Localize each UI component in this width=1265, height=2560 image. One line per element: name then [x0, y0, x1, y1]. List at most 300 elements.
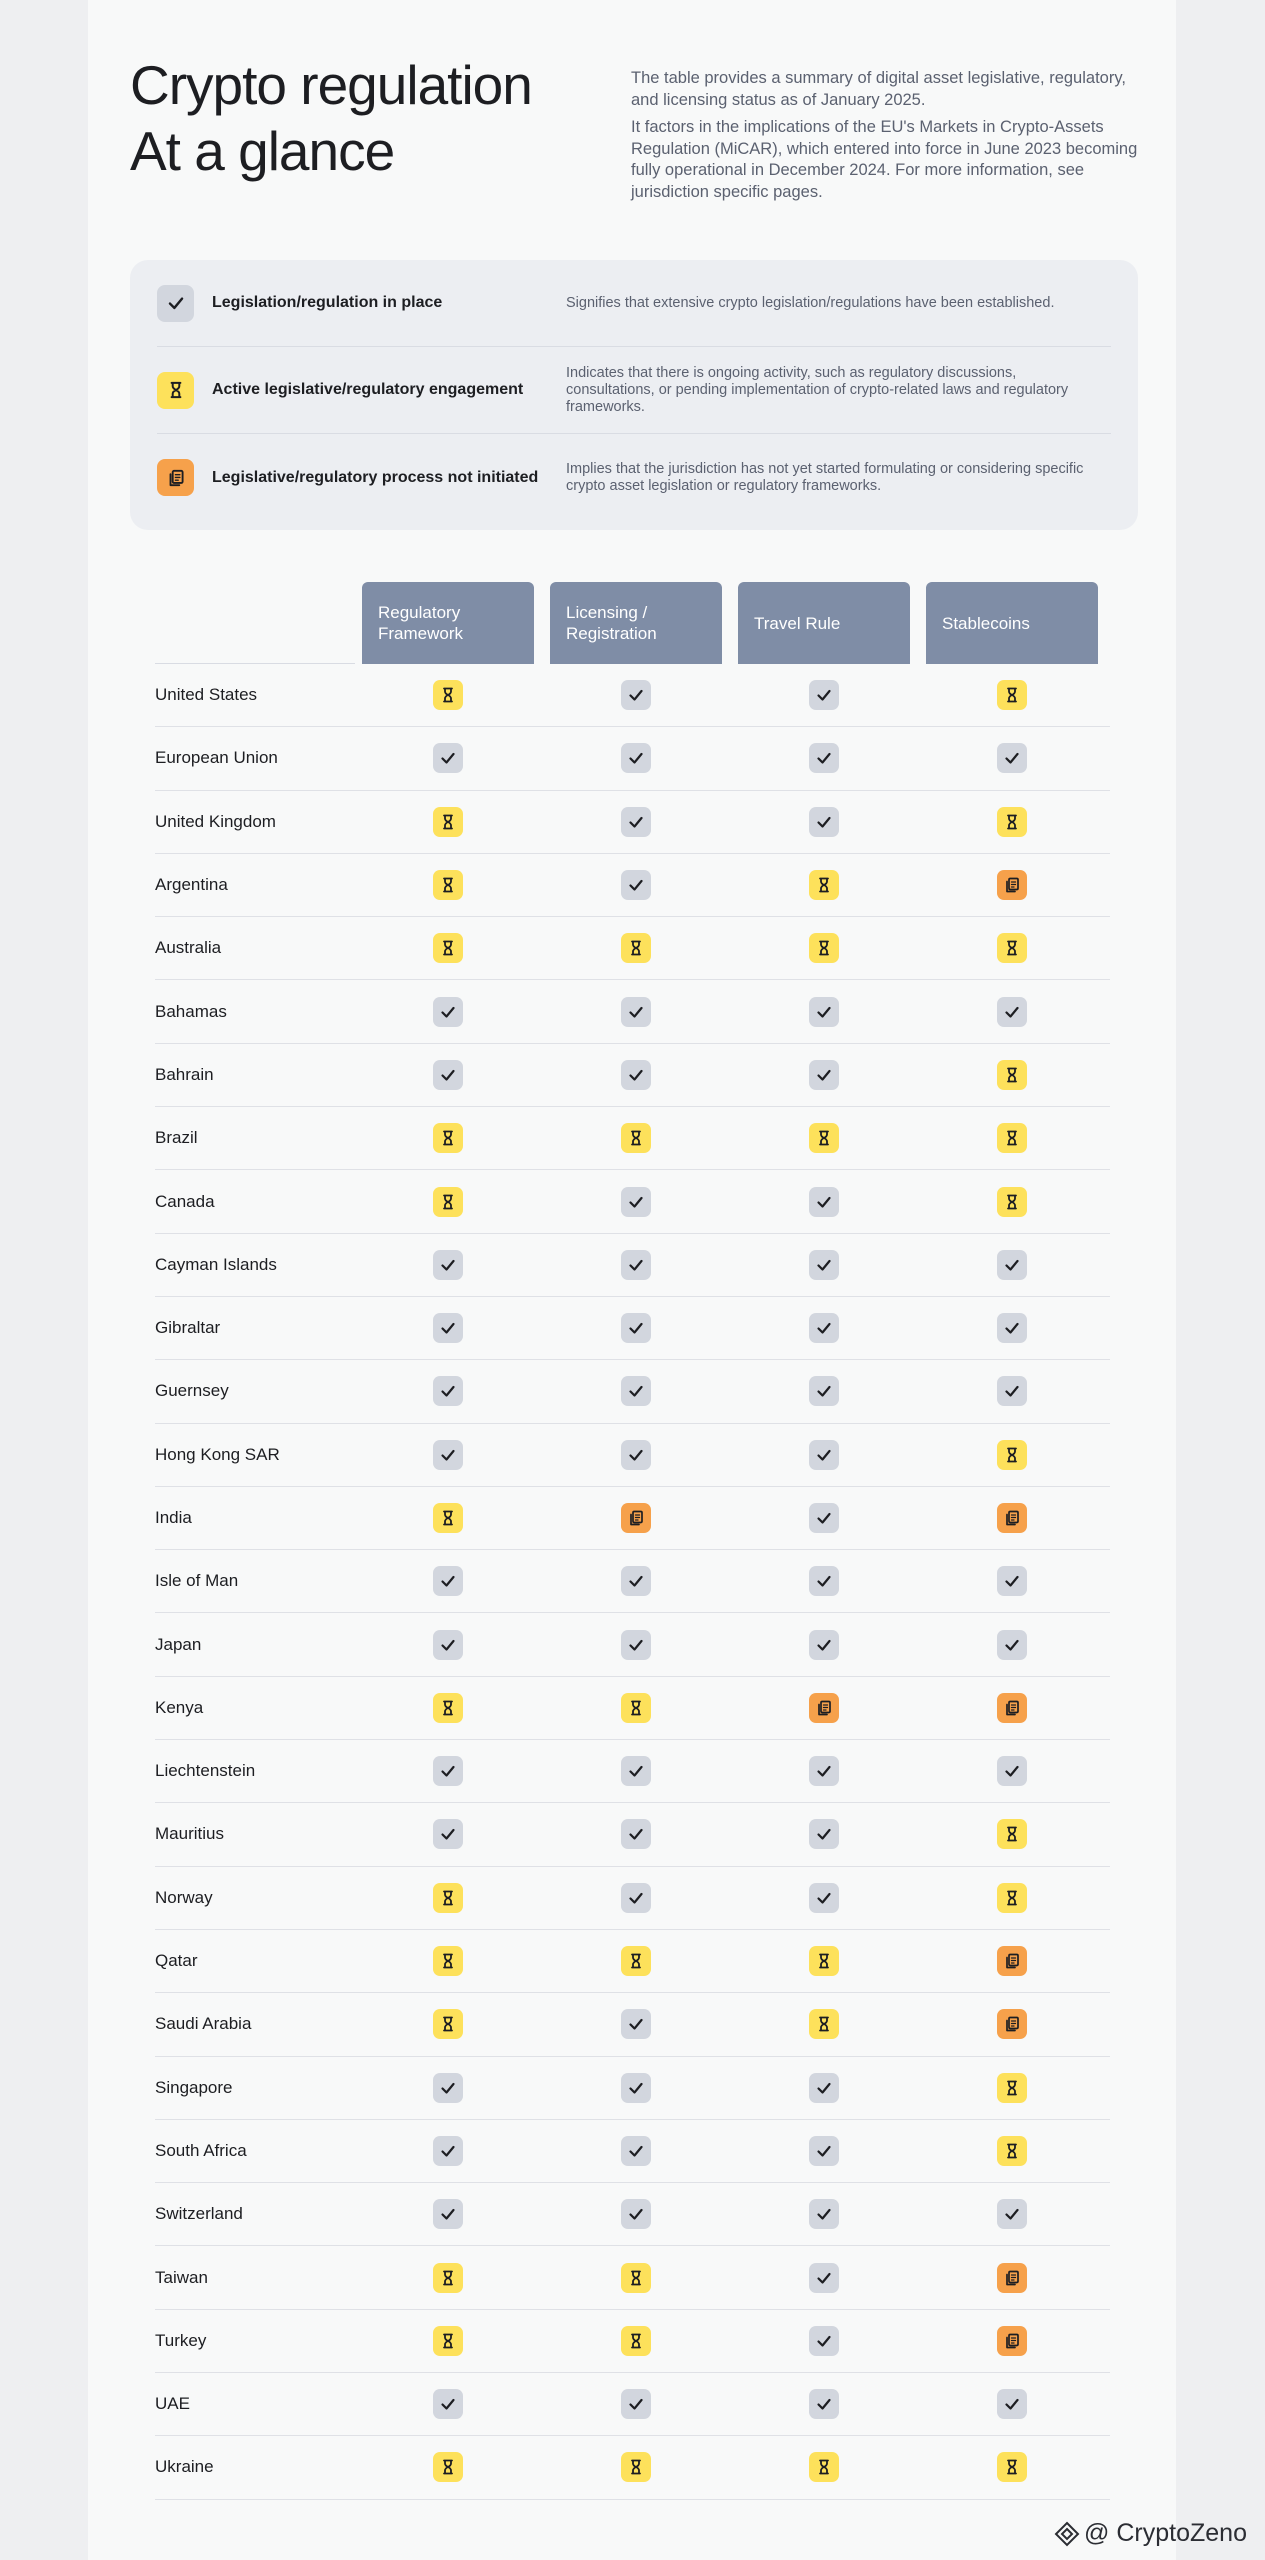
checkmark-icon — [809, 2073, 839, 2103]
hourglass-icon — [433, 2326, 463, 2356]
hourglass-icon — [433, 2452, 463, 2482]
status-cell — [926, 854, 1098, 916]
checkmark-icon — [997, 1313, 1027, 1343]
hourglass-icon — [621, 2326, 651, 2356]
status-cell — [362, 727, 534, 789]
table-row — [155, 727, 1110, 790]
documents-icon — [997, 870, 1027, 900]
page-title — [130, 52, 690, 184]
column-header: Travel Rule — [738, 582, 910, 664]
hourglass-icon — [997, 933, 1027, 963]
watermark-text: @ CryptoZeno — [1084, 2519, 1247, 2547]
checkmark-icon — [809, 1187, 839, 1217]
checkmark-icon — [809, 2263, 839, 2293]
status-cell — [362, 980, 534, 1042]
legend-description: Indicates that there is ongoing activity, such as regulatory discussions, consultations, or pending implementation of crypto-related laws and regulatory frameworks. — [566, 364, 1069, 415]
status-cell — [362, 1297, 534, 1359]
documents-icon — [997, 2326, 1027, 2356]
country-name: Saudi Arabia — [155, 2014, 252, 2034]
legend-label: Legislation/regulation in place — [212, 294, 443, 311]
checkmark-icon — [809, 807, 839, 837]
table-row — [155, 1107, 1110, 1170]
legend-description: Implies that the jurisdiction has not yet started formulating or considering specific crypto asset legislation or regulatory frameworks. — [566, 460, 1084, 494]
status-cell — [550, 2373, 722, 2435]
watermark — [1054, 2519, 1247, 2548]
checkmark-icon — [621, 2073, 651, 2103]
status-cell — [550, 1360, 722, 1422]
table-row — [155, 1360, 1110, 1423]
hourglass-icon — [997, 1819, 1027, 1849]
checkmark-icon — [433, 1313, 463, 1343]
checkmark-icon — [809, 2326, 839, 2356]
status-cell — [926, 1044, 1098, 1106]
status-cell — [362, 2057, 534, 2119]
hourglass-icon — [433, 807, 463, 837]
checkmark-icon — [433, 1819, 463, 1849]
status-cell — [926, 2310, 1098, 2372]
country-name: UAE — [155, 2394, 190, 2414]
status-cell — [362, 664, 534, 726]
status-cell — [550, 2183, 722, 2245]
status-cell — [550, 664, 722, 726]
table-row — [155, 2120, 1110, 2183]
checkmark-icon — [157, 285, 194, 322]
checkmark-icon — [809, 680, 839, 710]
status-cell — [550, 2436, 722, 2498]
checkmark-icon — [621, 870, 651, 900]
country-name: United Kingdom — [155, 811, 276, 831]
status-cell — [926, 1993, 1098, 2055]
table-row — [155, 980, 1110, 1043]
country-name: Liechtenstein — [155, 1761, 256, 1781]
table-row — [155, 2057, 1110, 2120]
checkmark-icon — [997, 2199, 1027, 2229]
checkmark-icon — [997, 1756, 1027, 1786]
checkmark-icon — [809, 1630, 839, 1660]
checkmark-icon — [433, 1376, 463, 1406]
country-name: Bahrain — [155, 1064, 214, 1084]
checkmark-icon — [809, 2199, 839, 2229]
hourglass-icon — [433, 1503, 463, 1533]
status-cell — [550, 1993, 722, 2055]
table-row — [155, 1170, 1110, 1233]
table-row — [155, 1550, 1110, 1613]
hourglass-icon — [621, 1693, 651, 1723]
checkmark-icon — [621, 2136, 651, 2166]
status-cell — [738, 1044, 910, 1106]
checkmark-icon — [809, 2389, 839, 2419]
status-cell — [738, 791, 910, 853]
status-cell — [926, 1424, 1098, 1486]
checkmark-icon — [433, 2136, 463, 2166]
checkmark-icon — [809, 1566, 839, 1596]
status-cell — [926, 2373, 1098, 2435]
checkmark-icon — [997, 1250, 1027, 1280]
status-cell — [362, 1867, 534, 1929]
status-cell — [738, 854, 910, 916]
status-cell — [926, 1487, 1098, 1549]
country-name: Taiwan — [155, 2267, 208, 2287]
documents-icon — [997, 2263, 1027, 2293]
hourglass-icon — [997, 2452, 1027, 2482]
country-name: Australia — [155, 938, 222, 958]
checkmark-icon — [621, 1376, 651, 1406]
legend-description: Signifies that extensive crypto legislation/regulations have been established. — [566, 294, 1055, 311]
status-cell — [926, 917, 1098, 979]
table-row — [155, 1930, 1110, 1993]
status-cell — [738, 1487, 910, 1549]
documents-icon — [621, 1503, 651, 1533]
documents-icon — [997, 2009, 1027, 2039]
hourglass-icon — [433, 2263, 463, 2293]
status-cell — [362, 1107, 534, 1169]
legend-item-none — [157, 434, 1111, 521]
status-cell — [926, 2436, 1098, 2498]
status-cell — [362, 791, 534, 853]
status-cell — [738, 727, 910, 789]
status-cell — [926, 1297, 1098, 1359]
checkmark-icon — [997, 1376, 1027, 1406]
table-row — [155, 1424, 1110, 1487]
status-cell — [362, 1170, 534, 1232]
country-name: Switzerland — [155, 2204, 243, 2224]
status-cell — [362, 2246, 534, 2308]
checkmark-icon — [621, 1187, 651, 1217]
status-cell — [926, 1803, 1098, 1865]
status-cell — [738, 1550, 910, 1612]
country-name: Qatar — [155, 1951, 198, 1971]
status-cell — [926, 2057, 1098, 2119]
status-cell — [362, 1803, 534, 1865]
status-cell — [738, 1234, 910, 1296]
status-cell — [362, 1613, 534, 1675]
status-cell — [362, 1930, 534, 1992]
checkmark-icon — [809, 743, 839, 773]
status-cell — [926, 664, 1098, 726]
status-cell — [738, 980, 910, 1042]
status-cell — [926, 1677, 1098, 1739]
table-row — [155, 664, 1110, 727]
country-name: Turkey — [155, 2330, 207, 2350]
status-cell — [926, 1170, 1098, 1232]
status-cell — [738, 1107, 910, 1169]
status-cell — [550, 1487, 722, 1549]
status-cell — [550, 980, 722, 1042]
status-cell — [362, 2436, 534, 2498]
table-row — [155, 1993, 1110, 2056]
status-cell — [550, 1424, 722, 1486]
checkmark-icon — [621, 743, 651, 773]
checkmark-icon — [997, 1566, 1027, 1596]
country-name: Canada — [155, 1191, 215, 1211]
status-cell — [926, 1867, 1098, 1929]
status-cell — [926, 1613, 1098, 1675]
status-cell — [362, 2183, 534, 2245]
status-cell — [550, 2120, 722, 2182]
legend-item-check — [157, 260, 1111, 347]
status-cell — [738, 1360, 910, 1422]
country-name: Isle of Man — [155, 1571, 239, 1591]
status-cell — [926, 1930, 1098, 1992]
status-cell — [362, 1993, 534, 2055]
status-cell — [738, 1677, 910, 1739]
checkmark-icon — [809, 1440, 839, 1470]
hourglass-icon — [433, 933, 463, 963]
country-name: European Union — [155, 748, 278, 768]
intro-text — [631, 68, 1151, 203]
checkmark-icon — [997, 997, 1027, 1027]
intro-paragraph-2: It factors in the implications of the EU's Markets in Crypto-Assets Regulation (MiCAR), which entered into force in June 2023 becoming fully operational in December 2024. For more information, see jurisdiction specific pages. — [631, 118, 1138, 201]
table-row — [155, 2246, 1110, 2309]
status-cell — [362, 1677, 534, 1739]
status-cell — [738, 2246, 910, 2308]
checkmark-icon — [997, 2389, 1027, 2419]
hourglass-icon — [621, 2263, 651, 2293]
documents-icon — [997, 1693, 1027, 1723]
status-cell — [738, 2120, 910, 2182]
checkmark-icon — [621, 1819, 651, 1849]
status-cell — [550, 1677, 722, 1739]
hourglass-icon — [157, 372, 194, 409]
checkmark-icon — [621, 680, 651, 710]
table-row — [155, 2373, 1110, 2436]
hourglass-icon — [997, 807, 1027, 837]
hourglass-icon — [997, 680, 1027, 710]
status-cell — [550, 1107, 722, 1169]
checkmark-icon — [621, 1566, 651, 1596]
checkmark-icon — [809, 1313, 839, 1343]
checkmark-icon — [433, 1250, 463, 1280]
checkmark-icon — [997, 1630, 1027, 1660]
hourglass-icon — [433, 1693, 463, 1723]
hourglass-icon — [621, 933, 651, 963]
status-cell — [738, 1930, 910, 1992]
hourglass-icon — [433, 1946, 463, 1976]
status-cell — [550, 727, 722, 789]
status-cell — [550, 1930, 722, 1992]
country-name: Argentina — [155, 875, 228, 895]
hourglass-icon — [433, 1883, 463, 1913]
table-row — [155, 1297, 1110, 1360]
hourglass-icon — [997, 1187, 1027, 1217]
table-row — [155, 1740, 1110, 1803]
status-cell — [550, 2310, 722, 2372]
hourglass-icon — [997, 1440, 1027, 1470]
status-cell — [550, 1044, 722, 1106]
status-cell — [738, 1740, 910, 1802]
status-cell — [362, 2120, 534, 2182]
status-cell — [550, 1803, 722, 1865]
country-name: Singapore — [155, 2077, 233, 2097]
checkmark-icon — [433, 1566, 463, 1596]
country-name: Brazil — [155, 1128, 198, 1148]
status-cell — [926, 1107, 1098, 1169]
status-cell — [738, 917, 910, 979]
status-cell — [738, 1867, 910, 1929]
table-row — [155, 791, 1110, 854]
table-row — [155, 1867, 1110, 1930]
hourglass-icon — [621, 1123, 651, 1153]
country-name: India — [155, 1508, 192, 1527]
hourglass-icon — [997, 2136, 1027, 2166]
checkmark-icon — [621, 2009, 651, 2039]
table-row — [155, 1613, 1110, 1676]
checkmark-icon — [621, 1060, 651, 1090]
country-name: Hong Kong SAR — [155, 1444, 280, 1464]
cryptozeno-logo-icon — [1054, 2521, 1080, 2547]
checkmark-icon — [809, 2136, 839, 2166]
status-cell — [362, 1550, 534, 1612]
intro-paragraph-1: The table provides a summary of digital asset legislative, regulatory, and licensing status as of January 2025. — [631, 69, 1126, 109]
status-cell — [926, 1740, 1098, 1802]
country-name: Mauritius — [155, 1824, 224, 1844]
checkmark-icon — [809, 1250, 839, 1280]
country-name: Gibraltar — [155, 1318, 221, 1338]
checkmark-icon — [621, 997, 651, 1027]
checkmark-icon — [809, 1883, 839, 1913]
status-cell — [738, 2373, 910, 2435]
hourglass-icon — [433, 870, 463, 900]
country-name: Kenya — [155, 1697, 204, 1717]
country-name: Bahamas — [155, 1001, 227, 1021]
status-cell — [362, 2310, 534, 2372]
status-cell — [926, 980, 1098, 1042]
checkmark-icon — [809, 1503, 839, 1533]
table-row — [155, 1234, 1110, 1297]
checkmark-icon — [621, 807, 651, 837]
hourglass-icon — [433, 1187, 463, 1217]
table-row — [155, 1803, 1110, 1866]
checkmark-icon — [433, 1630, 463, 1660]
hourglass-icon — [809, 933, 839, 963]
status-cell — [738, 1613, 910, 1675]
status-cell — [362, 854, 534, 916]
status-cell — [362, 2373, 534, 2435]
status-cell — [550, 917, 722, 979]
hourglass-icon — [997, 1123, 1027, 1153]
country-name: Cayman Islands — [155, 1254, 277, 1274]
status-cell — [550, 791, 722, 853]
status-cell — [550, 1613, 722, 1675]
checkmark-icon — [433, 743, 463, 773]
table-row — [155, 2183, 1110, 2246]
status-cell — [738, 1297, 910, 1359]
checkmark-icon — [433, 2389, 463, 2419]
hourglass-icon — [997, 1060, 1027, 1090]
status-cell — [738, 1803, 910, 1865]
status-cell — [362, 1360, 534, 1422]
hourglass-icon — [621, 2452, 651, 2482]
checkmark-icon — [621, 1756, 651, 1786]
column-header: Regulatory Framework — [362, 582, 534, 664]
status-cell — [926, 1550, 1098, 1612]
status-cell — [738, 2057, 910, 2119]
status-cell — [550, 854, 722, 916]
status-cell — [362, 1044, 534, 1106]
status-cell — [738, 1170, 910, 1232]
table-row — [155, 917, 1110, 980]
status-cell — [926, 2246, 1098, 2308]
hourglass-icon — [809, 2452, 839, 2482]
documents-icon — [809, 1693, 839, 1723]
checkmark-icon — [621, 1250, 651, 1280]
country-name: United States — [155, 685, 258, 705]
column-header: Stablecoins — [926, 582, 1098, 664]
legend-label: Active legislative/regulatory engagement — [212, 381, 524, 398]
checkmark-icon — [433, 1756, 463, 1786]
hourglass-icon — [809, 2009, 839, 2039]
status-cell — [362, 1740, 534, 1802]
status-cell — [926, 2120, 1098, 2182]
checkmark-icon — [809, 1060, 839, 1090]
checkmark-icon — [621, 1313, 651, 1343]
country-name: Guernsey — [155, 1381, 229, 1401]
documents-icon — [997, 1946, 1027, 1976]
hourglass-icon — [997, 1883, 1027, 1913]
hourglass-icon — [621, 1946, 651, 1976]
status-cell — [738, 2310, 910, 2372]
checkmark-icon — [621, 1630, 651, 1660]
hourglass-icon — [433, 1123, 463, 1153]
documents-icon — [157, 459, 194, 496]
status-cell — [926, 791, 1098, 853]
legend — [130, 260, 1138, 530]
table-row — [155, 2310, 1110, 2373]
legend-item-pending — [157, 347, 1111, 434]
documents-icon — [997, 1503, 1027, 1533]
checkmark-icon — [433, 1060, 463, 1090]
table-row — [155, 854, 1110, 917]
title-line-2: At a glance — [130, 120, 395, 182]
status-cell — [362, 1424, 534, 1486]
status-cell — [550, 1170, 722, 1232]
checkmark-icon — [433, 2199, 463, 2229]
status-cell — [738, 1993, 910, 2055]
regulation-table — [155, 582, 1110, 2500]
status-cell — [738, 2436, 910, 2498]
status-cell — [738, 2183, 910, 2245]
country-name: Norway — [155, 1887, 213, 1907]
checkmark-icon — [433, 1440, 463, 1470]
hourglass-icon — [809, 1946, 839, 1976]
table-row — [155, 1487, 1110, 1550]
status-cell — [550, 1550, 722, 1612]
status-cell — [550, 2057, 722, 2119]
status-cell — [550, 1297, 722, 1359]
checkmark-icon — [809, 1819, 839, 1849]
status-cell — [362, 1487, 534, 1549]
hourglass-icon — [809, 870, 839, 900]
table-row — [155, 1677, 1110, 1740]
checkmark-icon — [809, 1756, 839, 1786]
column-header: Licensing / Registration — [550, 582, 722, 664]
checkmark-icon — [621, 2199, 651, 2229]
country-name: South Africa — [155, 2140, 247, 2160]
table-row — [155, 1044, 1110, 1107]
status-cell — [362, 917, 534, 979]
table-row — [155, 2436, 1110, 2499]
checkmark-icon — [809, 997, 839, 1027]
status-cell — [926, 1360, 1098, 1422]
status-cell — [738, 1424, 910, 1486]
checkmark-icon — [809, 1376, 839, 1406]
table-body — [155, 664, 1110, 2500]
country-name: Japan — [155, 1634, 202, 1654]
status-cell — [550, 2246, 722, 2308]
legend-label: Legislative/regulatory process not initiated — [212, 468, 539, 486]
status-cell — [738, 664, 910, 726]
country-name: Ukraine — [155, 2457, 214, 2477]
